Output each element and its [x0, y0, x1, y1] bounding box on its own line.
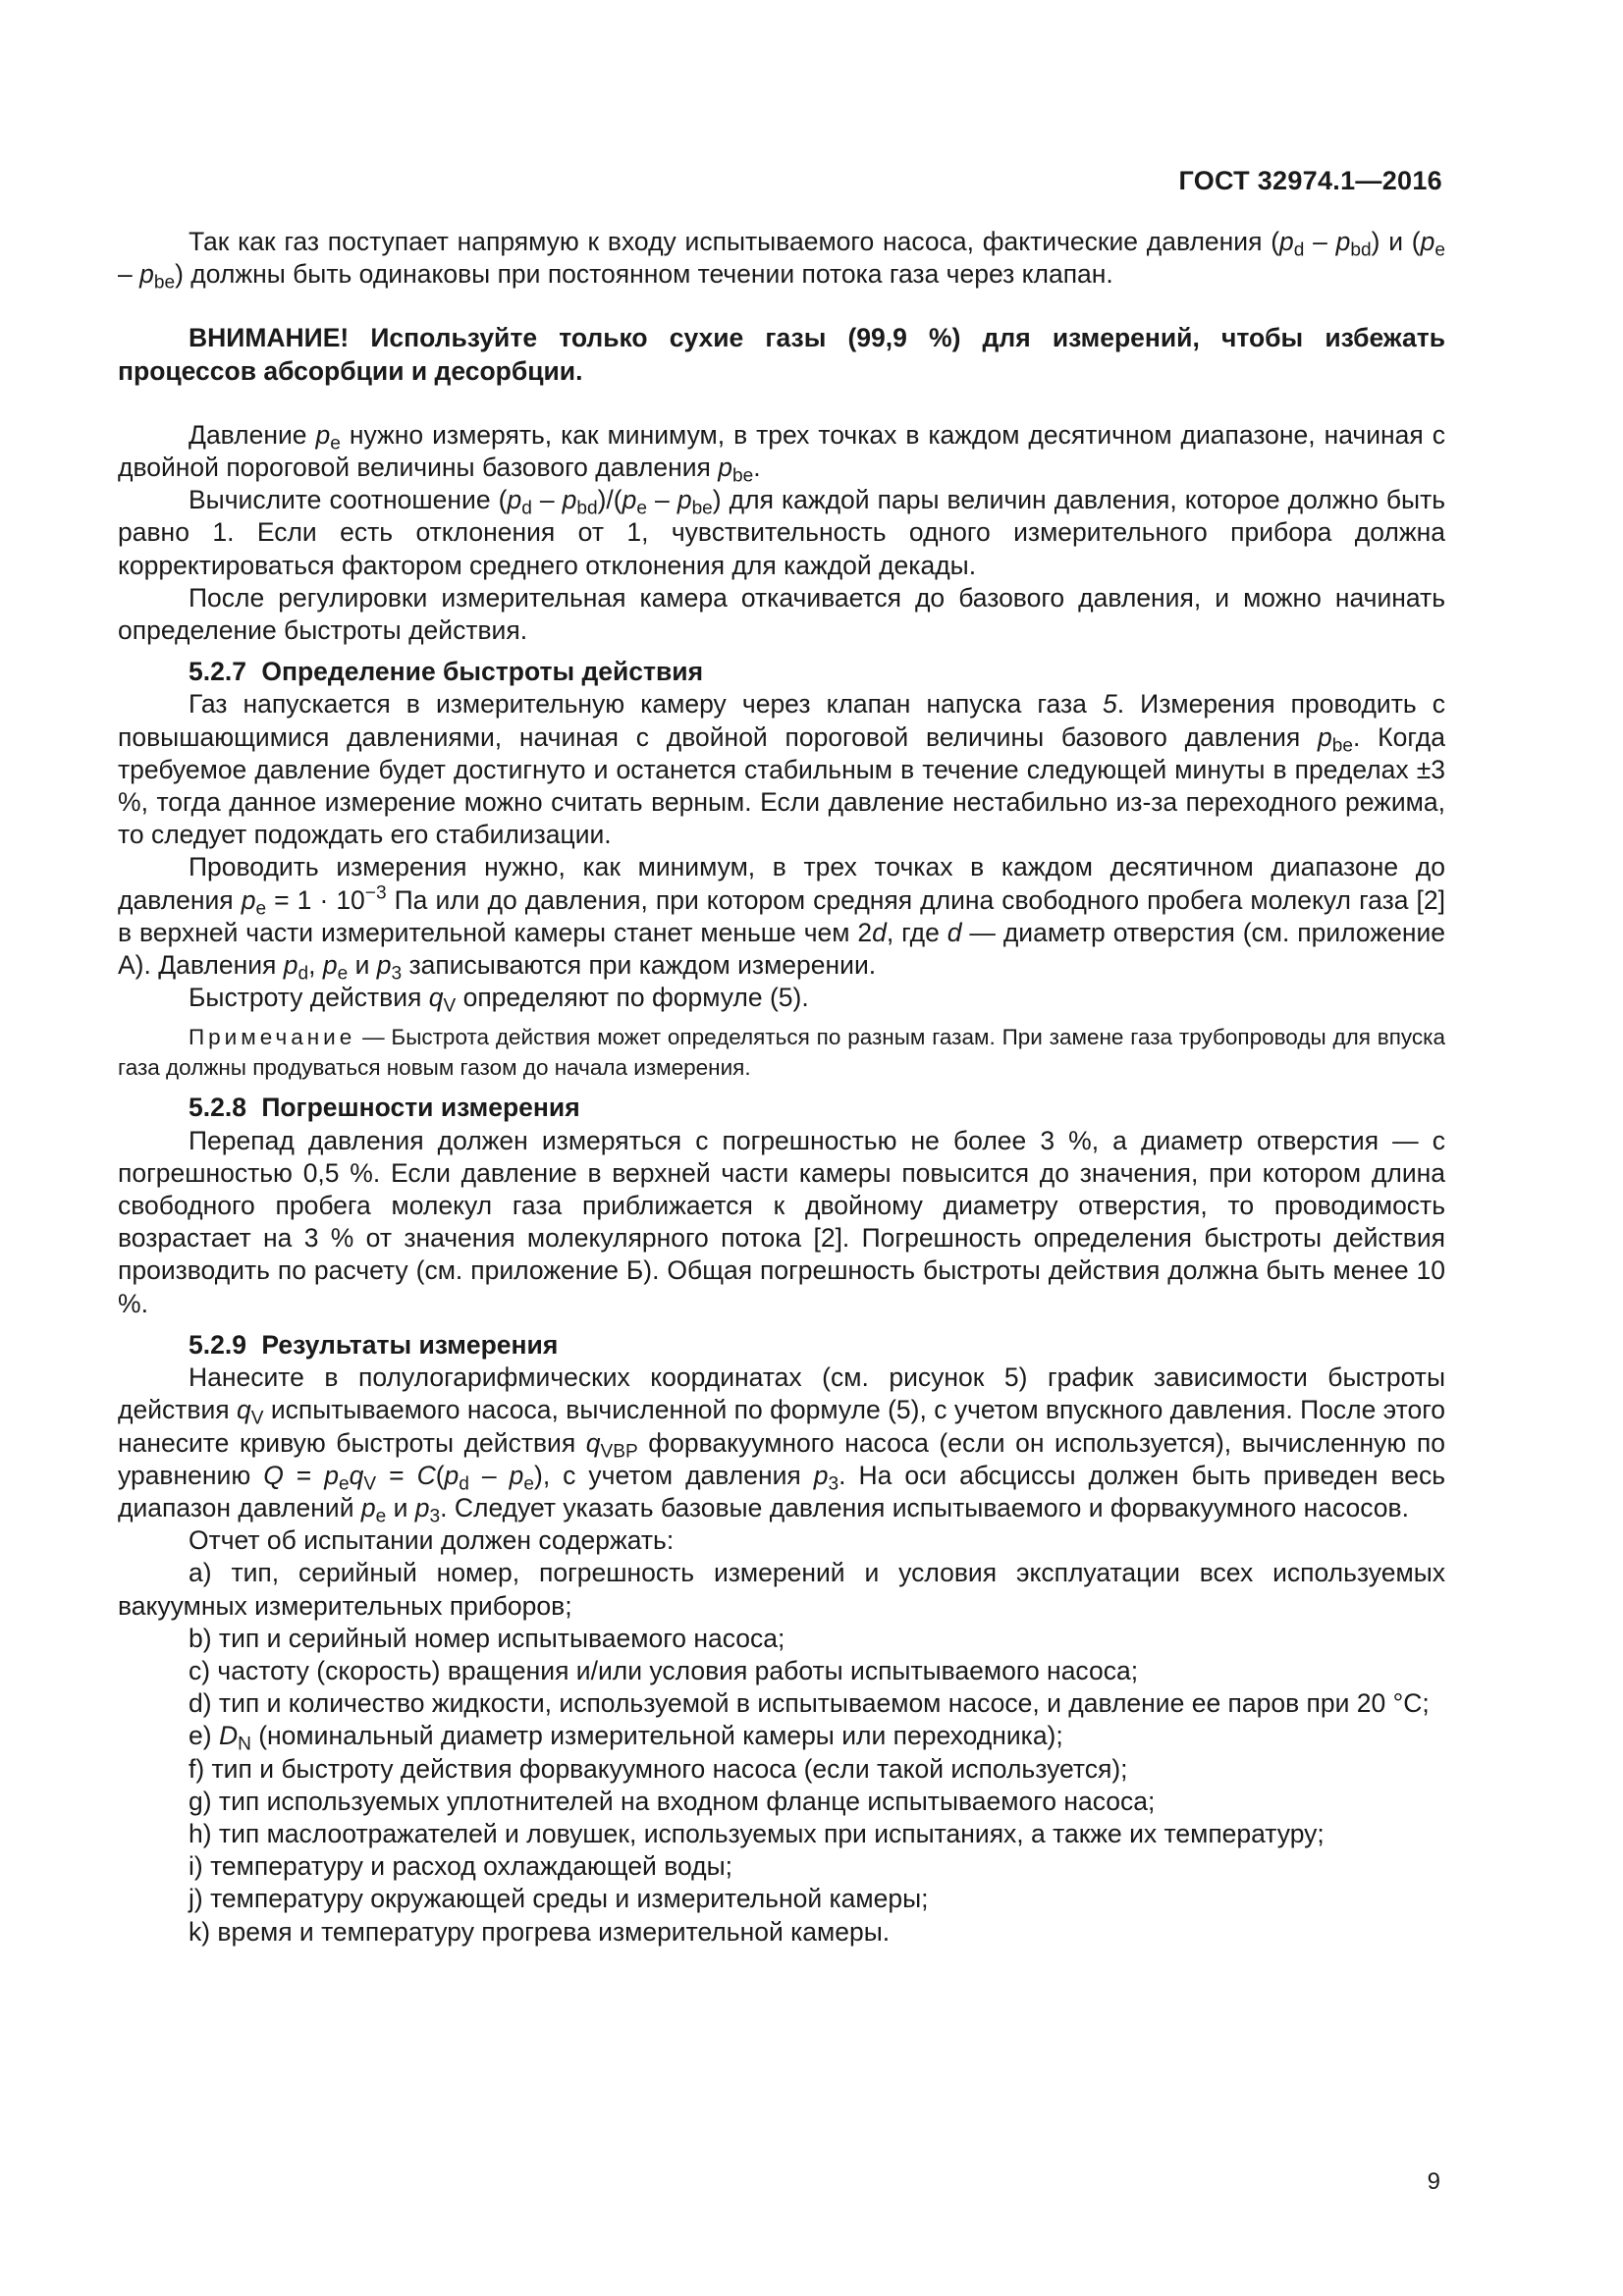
section-heading-5-2-7: 5.2.7 Определение быстроты действия [189, 657, 704, 687]
document-body [118, 226, 1445, 1949]
paragraph-ratio: Вычислите соотношение $(p_d - p_{bd})/(p_e - p_{be})$ для каждой пары величин давления, которое должно быть равно 1. Если есть отклонения от 1, чувствительность одного измерительного прибора должна корректироваться фактором среднего отклонения для каждой декады. [118, 485, 1446, 580]
list-item: h) тип маслоотражателей и ловушек, используемых при испытаниях, а также их температуру; [189, 1818, 1325, 1848]
paragraph-gas-flow: Так как газ поступает напрямую к входу испытываемого насоса, фактические давления $(p_d - p_{bd})$ и $(p_e - p_{be})$ должны быть одинаковы при постоянном течении потока газа через клапан. [118, 227, 1445, 294]
list-item: d) тип и количество жидкости, используемой в испытываемом насосе, и давление ее паров при 20 °С; [189, 1688, 1430, 1719]
list-item: b) тип и серийный номер испытываемого насоса; [189, 1623, 785, 1653]
list-item: c) частоту (скорость) вращения и/или условия работы испытываемого насоса; [189, 1655, 1139, 1685]
list-item: j) температуру окружающей среды и измерительной камеры; [189, 1884, 929, 1914]
list-item: a) тип, серийный номер, погрешность измерений и условия эксплуатации всех используемых вакуумных измерительных приборов; [118, 1558, 1445, 1621]
paragraph-results: Нанесите в полулогарифмических координатах (см. рисунок 5) график зависимости быстроты действия $q_V$ испытываемого насоса, вычисленной по формуле (5), с учетом впускного давления. После этого нанесите кривую быстроты действия $q_{VBP}$ форвакуумного насоса (если он используется), вычисленную по уравнению $Q = p_eq_V = C(p_d - p_e)$, с учетом давления $p_3$. На оси абсциссы должен быть приведен весь диапазон давлений $p_e$ и $p_3$. Следует указать базовые давления испытываемого и форвакуумного насосов. [118, 1362, 1446, 1527]
page-number: 9 [1427, 2168, 1440, 2195]
paragraph-errors: Перепад давления должен измеряться с погрешностью не более 3 %, а диаметр отверстия — с погрешностью 0,5 %. Если давление в верхней части камеры повысится до значения, при котором длина свободного пробега молекул газа приближается к двойному диаметру отверстия, то проводимость возрастает на 3 % от значения молекулярного потока [2]. Погрешность определения быстроты действия производить по расчету (см. приложение Б). Общая погрешность быстроты действия должна быть менее 10 %. [118, 1125, 1445, 1318]
list-item: e) $D_N$ (номинальный диаметр измерительной камеры или переходника); [189, 1721, 1063, 1756]
report-intro: Отчет об испытании должен содержать: [189, 1525, 675, 1556]
section-heading-5-2-8: 5.2.8 Погрешности измерения [189, 1093, 580, 1123]
note-label: Примечание [189, 1025, 356, 1050]
paragraph-speed-formula: Быстроту действия $q_V$ определяют по формуле (5). [189, 983, 809, 1017]
paragraph-measurements: Проводить измерения нужно, как минимум, в трех точках в каждом десятичном диапазоне до давления $p_e = 1 \cdot 10^{-3}$ Па или до давления, при котором средняя длина свободного пробега молекул газа [2] в верхней части измерительной камеры станет меньше чем 2d, где d — диаметр отверстия (см. приложение А). Давления $p_d$, $p_e$ и $p_3$ записываются при каждом измерении. [118, 852, 1446, 985]
paragraph-pressure-measure: Давление $p_e$ нужно измерять, как минимум, в трех точках в каждом десятичном диапазоне, начиная с двойной пороговой величины базового давления $p_{be}$. [118, 419, 1445, 487]
list-item: f) тип и быстроту действия форвакуумного насоса (если такой используется); [189, 1753, 1128, 1784]
list-item: k) время и температуру прогрева измерительной камеры. [189, 1916, 891, 1947]
warning-notice: ВНИМАНИЕ! Используйте только сухие газы (99,9 %) для измерений, чтобы избежать процессов абсорбции и десорбции. [118, 323, 1445, 386]
document-header: ГОСТ 32974.1—2016 [1178, 166, 1442, 195]
list-item: i) температуру и расход охлаждающей воды; [189, 1851, 733, 1882]
paragraph-gas-inlet: Газ напускается в измерительную камеру через клапан напуска газа 5. Измерения проводить с повышающимися давлениями, начиная с двойной пороговой величины базового давления $p_{be}$. Когда требуемое давление будет достигнуто и останется стабильным в течение следующей минуты в пределах ±3 %, тогда данное измерение можно считать верным. Если давление нестабильно из-за переходного режима, то следует подождать его стабилизации. [118, 689, 1446, 850]
list-item: g) тип используемых уплотнителей на входном фланце испытываемого насоса; [189, 1786, 1156, 1816]
section-heading-5-2-9: 5.2.9 Результаты измерения [189, 1329, 559, 1360]
paragraph-after-adjustment: После регулировки измерительная камера откачивается до базового давления, и можно начинать определение быстроты действия. [118, 582, 1445, 646]
note-paragraph: Примечание — Быстрота действия может определяться по разным газам. При замене газа трубопроводы для впуска газа должны продуваться новым газом до начала измерения. [118, 1025, 1445, 1081]
